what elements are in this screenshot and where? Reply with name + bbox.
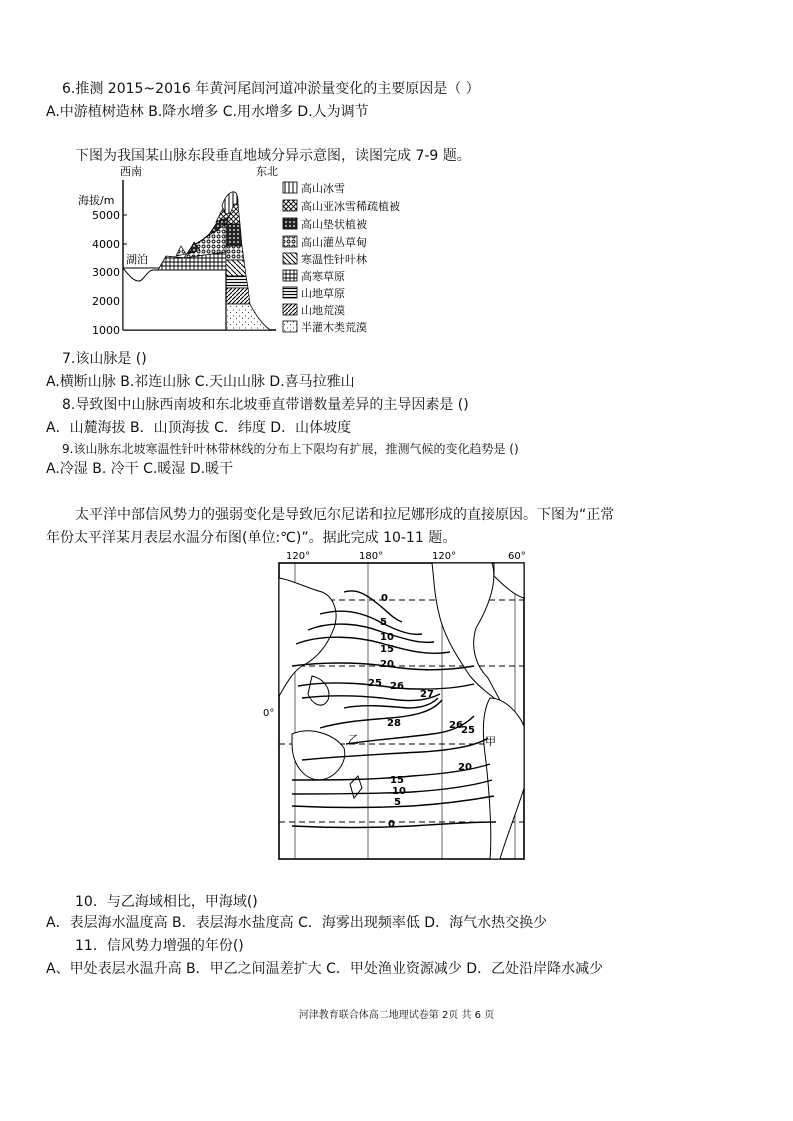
isotherm-label: 27	[420, 689, 434, 700]
point-jia: 甲	[485, 735, 496, 748]
legend-item: 山地草原	[301, 287, 345, 300]
isotherm-label: 5	[394, 797, 401, 808]
legend	[283, 181, 400, 334]
isotherm-label: 25	[368, 678, 382, 689]
legend-item: 高山灌丛草甸	[301, 236, 367, 249]
q7-options: A.横断山脉 B.祁连山脉 C.天山山脉 D.喜马拉雅山	[46, 374, 355, 390]
isotherm-label: 15	[380, 644, 394, 655]
isotherm-label: 10	[380, 632, 394, 643]
legend-item: 山地荒漠	[301, 304, 345, 317]
altitude-axis-label: 海拔/m	[78, 194, 115, 207]
isotherm-label: 20	[380, 659, 394, 670]
isotherm-label: 26	[449, 720, 463, 731]
q10-stem: 10．与乙海域相比，甲海域()	[75, 894, 258, 910]
isotherm-label: 5	[380, 617, 387, 628]
vertical-zonation-figure	[76, 164, 400, 339]
legend-item: 高山垫状植被	[301, 218, 367, 231]
q8-stem: 8.导致图中山脉西南坡和东北坡垂直带谱数量差异的主导因素是 ()	[62, 397, 469, 413]
intro-7-9: 下图为我国某山脉东段垂直地域分异示意图，读图完成 7-9 题。	[75, 148, 471, 164]
isotherm-label: 25	[461, 725, 475, 736]
intro-10-11-line1: 太平洋中部信风势力的强弱变化是导致厄尔尼诺和拉尼娜形成的直接原因。下图为“正常	[75, 507, 615, 523]
q7-stem: 7.该山脉是 ()	[62, 351, 147, 367]
legend-item: 高山亚冰雪稀疏植被	[301, 200, 400, 213]
isotherm-label: 20	[458, 762, 472, 773]
legend-item: 半灌木类荒漠	[301, 321, 367, 334]
ytick-4000: 4000	[92, 238, 120, 251]
ytick-1000: 1000	[92, 324, 120, 337]
ytick-3000: 3000	[92, 266, 120, 279]
q9-stem: 9.该山脉东北坡寒温性针叶林带林线的分布上下限均有扩展，推测气候的变化趋势是 ()	[62, 442, 519, 456]
lat-label-equator: 0°	[263, 708, 275, 719]
lon-label-180: 180°	[359, 551, 384, 562]
isotherm-label: 0	[381, 593, 388, 604]
isotherm-label: 10	[392, 786, 406, 797]
legend-item: 高山冰雪	[301, 182, 345, 195]
q6-stem: 6.推测 2015~2016 年黄河尾闾河道冲淤量变化的主要原因是（ ）	[62, 81, 480, 97]
legend-item: 寒温性针叶林	[301, 253, 367, 266]
q11-options: A、甲处表层水温升高 B．甲乙之间温差扩大 C．甲处渔业资源减少 D．乙处沿岸降水减少	[46, 961, 604, 977]
q9-options: A.冷湿 B. 冷干 C.暖湿 D.暖干	[46, 461, 234, 477]
direction-sw: 西南	[120, 165, 142, 178]
q10-options: A．表层海水温度高 B．表层海水盐度高 C．海雾出现频率低 D．海气水热交换少	[46, 915, 548, 931]
lake-label: 湖泊	[126, 253, 148, 266]
isotherm-label: 26	[390, 681, 404, 692]
ytick-2000: 2000	[92, 295, 120, 308]
isotherm-label: 0	[388, 819, 395, 830]
q11-stem: 11．信风势力增强的年份()	[75, 938, 244, 954]
lon-label-60w: 60°	[508, 551, 526, 562]
q8-options: A．山麓海拔 B．山顶海拔 C．纬度 D．山体坡度	[46, 420, 352, 436]
legend-item: 高寒草原	[301, 270, 345, 283]
page-footer: 河津教育联合体高二地理试卷第 2页 共 6 页	[298, 1010, 495, 1021]
ytick-5000: 5000	[92, 209, 120, 222]
isotherm-label: 28	[387, 718, 401, 729]
q6-options: A.中游植树造林 B.降水增多 C.用水增多 D.人为调节	[46, 104, 369, 120]
point-yi: 乙	[348, 733, 359, 746]
intro-10-11-line2: 年份太平洋某月表层水温分布图(单位:℃)”。据此完成 10-11 题。	[46, 530, 457, 546]
direction-ne: 东北	[256, 165, 278, 178]
lon-label-120w: 120°	[432, 551, 457, 562]
lon-label-120e: 120°	[286, 551, 311, 562]
isotherm-label: 15	[390, 775, 404, 786]
pacific-sst-map	[262, 548, 538, 863]
